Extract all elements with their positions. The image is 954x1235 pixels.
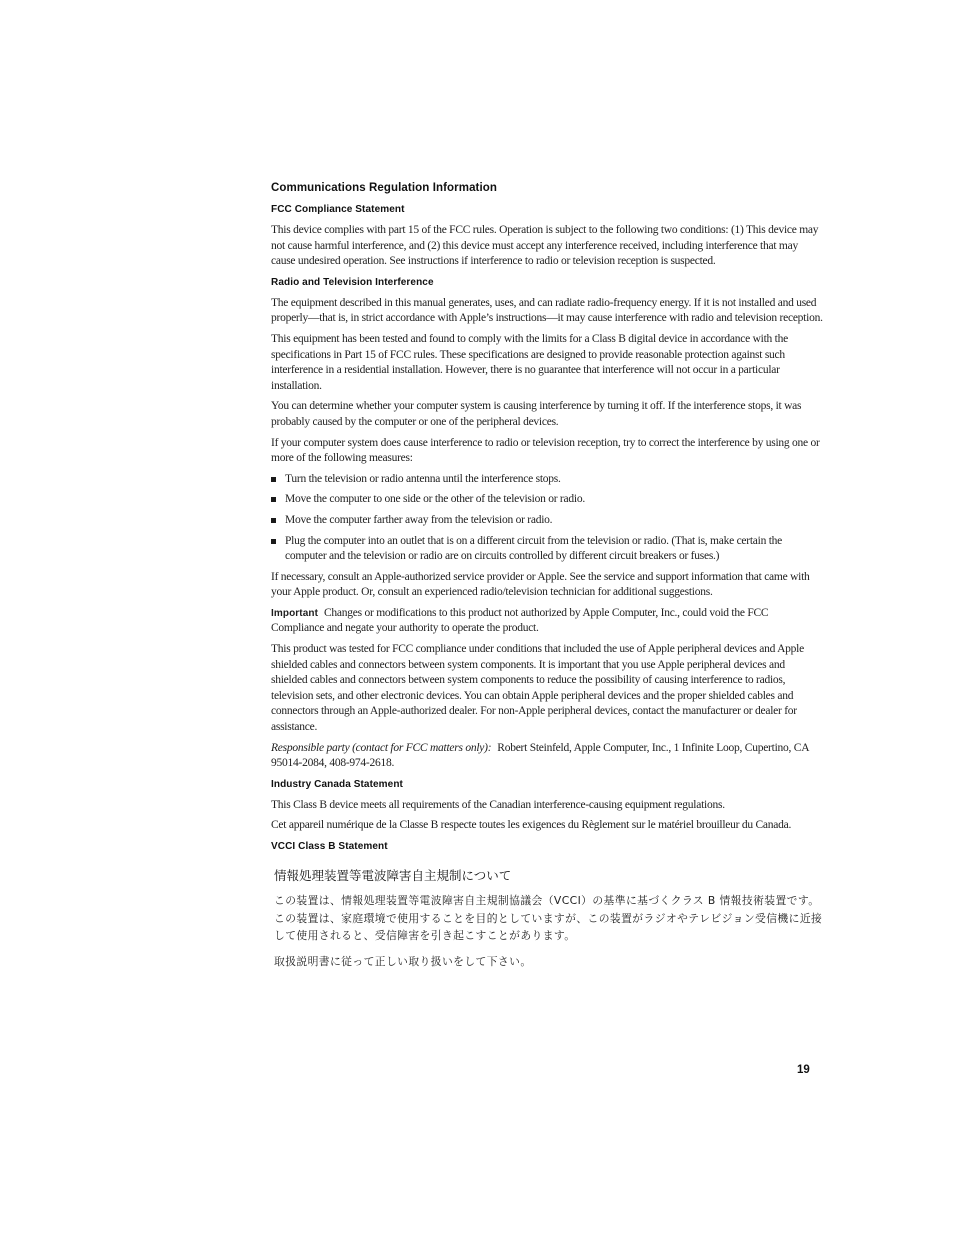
list-item-text: Plug the computer into an outlet that is on a different circuit from the television or radio. (That is, make certain the computer and the television or radio are on circuits controlled by different circuit breakers or fuses.) — [285, 534, 783, 563]
vcci-japanese-note: 取扱説明書に従って正しい取り扱いをして下さい。 — [274, 954, 532, 968]
radio-tv-heading: Radio and Television Interference — [271, 276, 434, 288]
vcci-heading: VCCI Class B Statement — [271, 841, 388, 852]
consult-paragraph: If necessary, consult an Apple-authorized service provider or Apple. See the service and support information that came with your Apple product. Or, consult an experienced radio/television technician for additional suggestions. — [271, 570, 810, 599]
important-text: Changes or modifications to this product not authorized by Apple Computer, Inc., could void the FCC Compliance and negate your authority to operate the product. — [271, 606, 769, 635]
industry-canada-heading: Industry Canada Statement — [271, 778, 403, 790]
list-item — [271, 472, 823, 488]
radio-tv-paragraph: This equipment has been tested and found to comply with the limits for a Class B digital device in accordance with the specifications in Part 15 of FCC rules. These specifications are designed to provide reasonable protection against such interference in a residential installation. However, there is no guarantee that interference will not occur in a particular installation. — [271, 332, 788, 392]
responsible-label: Responsible party (contact for FCC matters only): — [271, 741, 492, 754]
important-note — [271, 606, 823, 637]
list-item — [271, 513, 823, 529]
square-bullet-icon — [271, 477, 276, 482]
radio-tv-paragraph: The equipment described in this manual generates, uses, and can radiate radio-frequency energy. If it is not installed and used properly—that is, in strict accordance with Apple’s instructions—it may cause interference with radio and television reception. — [271, 296, 823, 325]
fcc-compliance-heading: FCC Compliance Statement — [271, 204, 405, 215]
responsible-party — [271, 741, 823, 772]
list-item-text: Move the computer farther away from the television or radio. — [285, 513, 553, 526]
vcci-japanese-text: この装置は、情報処理装置等電波障害自主規制協議会（VCCI）の基準に基づくクラス B 情報技術装置です。この装置は、家庭環境で使用することを目的としていますが、この装置がラジオやテレビジョン受信機に近接して使用されると、受信障害を引き起こすことがあります。 — [274, 894, 823, 942]
responsible-text: Robert Steinfeld, Apple Computer, Inc., 1 Infinite Loop, Cupertino, CA 95014-2084, 408-974-2618. — [271, 741, 809, 770]
measures-list — [271, 472, 823, 565]
square-bullet-icon — [271, 518, 276, 523]
canada-english-text: This Class B device meets all requirements of the Canadian interference-causing equipment regulations. — [271, 798, 725, 811]
page-number: 19 — [797, 1064, 810, 1076]
square-bullet-icon — [271, 539, 276, 544]
list-item-text: Move the computer to one side or the other of the television or radio. — [285, 493, 585, 506]
important-label: Important — [271, 607, 319, 619]
list-item — [271, 492, 823, 508]
radio-tv-paragraph: If your computer system does cause interference to radio or television reception, try to correct the interference by using one or more of the following measures: — [271, 436, 820, 465]
vcci-japanese-title: 情報処理装置等電波障害自主規制について — [274, 868, 512, 883]
fcc-compliance-text: This device complies with part 15 of the FCC rules. Operation is subject to the following two conditions: (1) This device may not cause harmful interference, and (2) this device must accept any interference received, including interference that may cause undesired operation. See instructions if interference to radio or television reception is suspected. — [271, 224, 819, 268]
tested-paragraph: This product was tested for FCC compliance under conditions that included the use of Apple peripheral devices and Apple shielded cables and connectors between system components. It is important that you use Apple peripheral devices and shielded cables and connectors between system components to reduce the possibility of causing interference to radios, television sets, and other electronic devices. You can obtain Apple peripheral devices and the proper shielded cables and connectors through an Apple-authorized dealer. For non-Apple peripheral devices, contact the manufacturer or dealer for assistance. — [271, 643, 804, 734]
radio-tv-paragraph: You can determine whether your computer system is causing interference by turning it off. If the interference stops, it was probably caused by the computer or one of the peripheral devices. — [271, 400, 802, 428]
list-item-text: Turn the television or radio antenna until the interference stops. — [285, 472, 561, 485]
canada-french-text: Cet appareil numérique de la Classe B respecte toutes les exigences du Règlement sur le matériel brouilleur du Canada. — [271, 819, 792, 832]
square-bullet-icon — [271, 497, 276, 502]
page-content — [271, 182, 823, 978]
list-item — [271, 534, 823, 565]
section-heading: Communications Regulation Information — [271, 182, 498, 194]
